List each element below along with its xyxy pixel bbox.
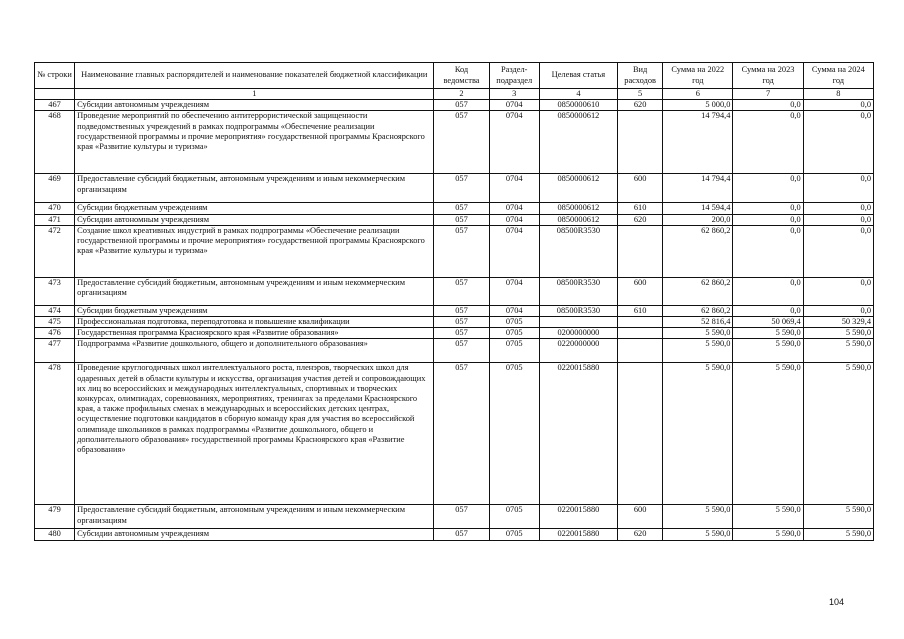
row-sum-2022: 5 590,0 bbox=[663, 363, 733, 505]
table-row bbox=[35, 328, 874, 339]
column-number: 5 bbox=[618, 89, 663, 100]
table-row bbox=[35, 111, 874, 174]
header-target: Целевая статья bbox=[539, 63, 617, 89]
row-sum-2022: 5 590,0 bbox=[663, 505, 733, 529]
row-sum-2022: 52 816,4 bbox=[663, 317, 733, 328]
row-sum-2024: 0,0 bbox=[803, 214, 873, 225]
row-sum-2023: 5 590,0 bbox=[733, 529, 803, 540]
column-number: 8 bbox=[803, 89, 873, 100]
row-name: Профессиональная подготовка, переподготовка и повышение квалификации bbox=[75, 317, 434, 328]
row-sum-2023: 0,0 bbox=[733, 174, 803, 203]
row-section: 0705 bbox=[489, 339, 539, 363]
table-row bbox=[35, 277, 874, 305]
row-target: 0850000612 bbox=[539, 174, 617, 203]
row-sum-2023: 0,0 bbox=[733, 111, 803, 174]
row-type: 600 bbox=[618, 174, 663, 203]
row-number: 478 bbox=[35, 363, 75, 505]
row-name: Проведение круглогодичных школ интеллектуального роста, пленэров, творческих школ для одаренных детей в области культуры и искусства, организация участия детей и сопровождающих их лиц во всероссийских и международных интеллектуальных, спортивных и творческих конкурсах, олимпиадах, соревнованиях, мероприятиях, тренингах за пределами Красноярского края, а также профильных сменах в международных и всероссийских детских центрах, осуществление подготовки кандидатов в сборную команду края для участия во всероссийской олимпиаде школьников в рамках подпрограммы «Развитие дошкольного, общего и дополнительного образования» государственной программы Красноярского края «Развитие образования» bbox=[75, 363, 434, 505]
row-sum-2022: 200,0 bbox=[663, 214, 733, 225]
row-type: 600 bbox=[618, 277, 663, 305]
row-dept: 057 bbox=[434, 277, 489, 305]
row-section: 0704 bbox=[489, 174, 539, 203]
row-target: 0850000612 bbox=[539, 214, 617, 225]
row-section: 0704 bbox=[489, 111, 539, 174]
row-dept: 057 bbox=[434, 328, 489, 339]
row-number: 470 bbox=[35, 203, 75, 214]
row-type bbox=[618, 363, 663, 505]
row-section: 0705 bbox=[489, 328, 539, 339]
row-sum-2023: 0,0 bbox=[733, 100, 803, 111]
row-dept: 057 bbox=[434, 214, 489, 225]
column-number bbox=[35, 89, 75, 100]
column-number: 4 bbox=[539, 89, 617, 100]
row-number: 468 bbox=[35, 111, 75, 174]
header-sum-2022: Сумма на 2022 год bbox=[663, 63, 733, 89]
header-sum-2024: Сумма на 2024 год bbox=[803, 63, 873, 89]
row-name: Субсидии автономным учреждениям bbox=[75, 214, 434, 225]
row-sum-2023: 5 590,0 bbox=[733, 505, 803, 529]
table-row bbox=[35, 174, 874, 203]
row-target: 0220015880 bbox=[539, 529, 617, 540]
row-number: 472 bbox=[35, 225, 75, 277]
row-type: 620 bbox=[618, 100, 663, 111]
row-type: 620 bbox=[618, 214, 663, 225]
row-sum-2023: 0,0 bbox=[733, 214, 803, 225]
row-sum-2024: 0,0 bbox=[803, 111, 873, 174]
row-target: 08500R3530 bbox=[539, 277, 617, 305]
row-sum-2023: 0,0 bbox=[733, 305, 803, 316]
row-section: 0704 bbox=[489, 100, 539, 111]
row-name: Предоставление субсидий бюджетным, автономным учреждениям и иным некоммерческим организациям bbox=[75, 174, 434, 203]
column-number-row bbox=[35, 89, 874, 100]
row-type: 610 bbox=[618, 305, 663, 316]
row-name: Предоставление субсидий бюджетным, автономным учреждениям и иным некоммерческим организациям bbox=[75, 277, 434, 305]
row-sum-2024: 0,0 bbox=[803, 277, 873, 305]
row-dept: 057 bbox=[434, 363, 489, 505]
row-type: 610 bbox=[618, 203, 663, 214]
row-sum-2024: 5 590,0 bbox=[803, 363, 873, 505]
row-dept: 057 bbox=[434, 339, 489, 363]
table-row bbox=[35, 100, 874, 111]
row-sum-2023: 50 069,4 bbox=[733, 317, 803, 328]
row-section: 0705 bbox=[489, 317, 539, 328]
row-section: 0704 bbox=[489, 305, 539, 316]
table-row bbox=[35, 339, 874, 363]
row-sum-2022: 62 860,2 bbox=[663, 305, 733, 316]
row-sum-2024: 5 590,0 bbox=[803, 328, 873, 339]
row-name: Предоставление субсидий бюджетным, автономным учреждениям и иным некоммерческим организациям bbox=[75, 505, 434, 529]
row-target bbox=[539, 317, 617, 328]
row-dept: 057 bbox=[434, 203, 489, 214]
row-type: 620 bbox=[618, 529, 663, 540]
row-type bbox=[618, 328, 663, 339]
row-sum-2024: 0,0 bbox=[803, 203, 873, 214]
row-name: Государственная программа Красноярского края «Развитие образования» bbox=[75, 328, 434, 339]
row-sum-2023: 5 590,0 bbox=[733, 339, 803, 363]
header-sum-2023: Сумма на 2023 год bbox=[733, 63, 803, 89]
row-sum-2023: 0,0 bbox=[733, 225, 803, 277]
row-target: 08500R3530 bbox=[539, 305, 617, 316]
row-target: 0220000000 bbox=[539, 339, 617, 363]
row-target: 0850000610 bbox=[539, 100, 617, 111]
column-number: 1 bbox=[75, 89, 434, 100]
column-number: 6 bbox=[663, 89, 733, 100]
row-sum-2022: 5 000,0 bbox=[663, 100, 733, 111]
row-type bbox=[618, 111, 663, 174]
row-number: 473 bbox=[35, 277, 75, 305]
column-number: 7 bbox=[733, 89, 803, 100]
row-number: 471 bbox=[35, 214, 75, 225]
row-sum-2024: 5 590,0 bbox=[803, 529, 873, 540]
table-row bbox=[35, 505, 874, 529]
row-dept: 057 bbox=[434, 111, 489, 174]
row-dept: 057 bbox=[434, 225, 489, 277]
row-section: 0704 bbox=[489, 214, 539, 225]
row-target: 0200000000 bbox=[539, 328, 617, 339]
budget-table bbox=[34, 62, 874, 541]
row-section: 0704 bbox=[489, 203, 539, 214]
row-dept: 057 bbox=[434, 505, 489, 529]
header-row-no: № строки bbox=[35, 63, 75, 89]
row-section: 0705 bbox=[489, 363, 539, 505]
row-sum-2023: 5 590,0 bbox=[733, 363, 803, 505]
table-row bbox=[35, 225, 874, 277]
row-sum-2022: 5 590,0 bbox=[663, 328, 733, 339]
row-sum-2024: 5 590,0 bbox=[803, 505, 873, 529]
row-number: 477 bbox=[35, 339, 75, 363]
header-section: Раздел-подраздел bbox=[489, 63, 539, 89]
row-number: 474 bbox=[35, 305, 75, 316]
header-name: Наименование главных распорядителей и наименование показателей бюджетной классификации bbox=[75, 63, 434, 89]
row-section: 0705 bbox=[489, 529, 539, 540]
row-number: 469 bbox=[35, 174, 75, 203]
row-target: 0220015880 bbox=[539, 363, 617, 505]
row-section: 0704 bbox=[489, 277, 539, 305]
row-sum-2022: 14 594,4 bbox=[663, 203, 733, 214]
row-type bbox=[618, 317, 663, 328]
row-sum-2022: 62 860,2 bbox=[663, 277, 733, 305]
row-name: Субсидии автономным учреждениям bbox=[75, 529, 434, 540]
row-target: 08500R3530 bbox=[539, 225, 617, 277]
row-name: Субсидии автономным учреждениям bbox=[75, 100, 434, 111]
row-sum-2024: 0,0 bbox=[803, 225, 873, 277]
row-number: 467 bbox=[35, 100, 75, 111]
page-number: 104 bbox=[828, 597, 844, 607]
table-row bbox=[35, 203, 874, 214]
row-type bbox=[618, 225, 663, 277]
column-number: 2 bbox=[434, 89, 489, 100]
row-name: Субсидии бюджетным учреждениям bbox=[75, 305, 434, 316]
row-dept: 057 bbox=[434, 174, 489, 203]
row-sum-2023: 0,0 bbox=[733, 277, 803, 305]
header-expense-type: Вид расходов bbox=[618, 63, 663, 89]
header-row bbox=[35, 63, 874, 89]
row-sum-2022: 62 860,2 bbox=[663, 225, 733, 277]
row-type: 600 bbox=[618, 505, 663, 529]
row-target: 0220015880 bbox=[539, 505, 617, 529]
row-name: Субсидии бюджетным учреждениям bbox=[75, 203, 434, 214]
row-name: Подпрограмма «Развитие дошкольного, общего и дополнительного образования» bbox=[75, 339, 434, 363]
row-number: 476 bbox=[35, 328, 75, 339]
row-sum-2024: 50 329,4 bbox=[803, 317, 873, 328]
row-sum-2022: 5 590,0 bbox=[663, 529, 733, 540]
row-target: 0850000612 bbox=[539, 111, 617, 174]
row-section: 0705 bbox=[489, 505, 539, 529]
row-type bbox=[618, 339, 663, 363]
row-name: Проведение мероприятий по обеспечению антитеррористической защищенности подведомственных учреждений в рамках подпрограммы «Обеспечение реализации государственной программы и прочие мероприятия» государственной программы Красноярского края «Развитие культуры и туризма» bbox=[75, 111, 434, 174]
row-sum-2022: 14 794,4 bbox=[663, 174, 733, 203]
row-dept: 057 bbox=[434, 100, 489, 111]
row-name: Создание школ креативных индустрий в рамках подпрограммы «Обеспечение реализации государственной программы и прочие мероприятия» государственной программы Красноярского края «Развитие культуры и туризма» bbox=[75, 225, 434, 277]
row-sum-2024: 0,0 bbox=[803, 100, 873, 111]
row-number: 475 bbox=[35, 317, 75, 328]
table-row bbox=[35, 363, 874, 505]
row-sum-2022: 5 590,0 bbox=[663, 339, 733, 363]
table-row bbox=[35, 214, 874, 225]
row-sum-2024: 0,0 bbox=[803, 305, 873, 316]
row-sum-2024: 5 590,0 bbox=[803, 339, 873, 363]
table-row bbox=[35, 305, 874, 316]
row-sum-2022: 14 794,4 bbox=[663, 111, 733, 174]
row-number: 480 bbox=[35, 529, 75, 540]
row-number: 479 bbox=[35, 505, 75, 529]
row-sum-2023: 5 590,0 bbox=[733, 328, 803, 339]
table-row bbox=[35, 529, 874, 540]
row-sum-2024: 0,0 bbox=[803, 174, 873, 203]
row-section: 0704 bbox=[489, 225, 539, 277]
row-sum-2023: 0,0 bbox=[733, 203, 803, 214]
row-dept: 057 bbox=[434, 305, 489, 316]
row-dept: 057 bbox=[434, 317, 489, 328]
row-dept: 057 bbox=[434, 529, 489, 540]
table-row bbox=[35, 317, 874, 328]
header-dept-code: Код ведомства bbox=[434, 63, 489, 89]
column-number: 3 bbox=[489, 89, 539, 100]
row-target: 0850000612 bbox=[539, 203, 617, 214]
